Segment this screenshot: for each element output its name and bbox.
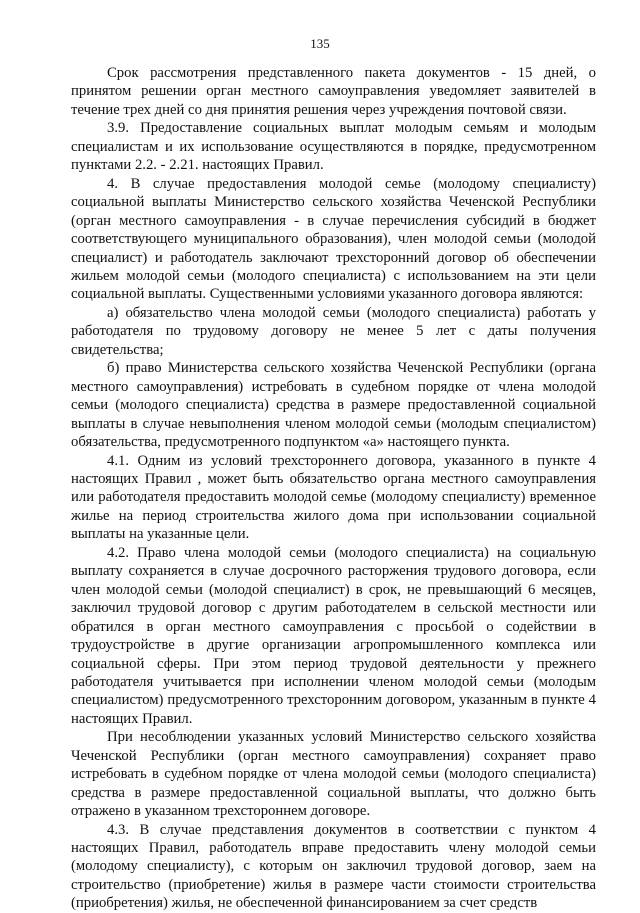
paragraph-3-9: 3.9. Предоставление социальных выплат молодым семьям и молодым специалистам и их использование осуществляются в порядке, предусмотренном пунктами 2.2. - 2.21. настоящих Правил. <box>71 120 596 174</box>
paragraph-4: 4. В случае предоставления молодой семье (молодому специалисту) социальной выплаты Министерство сельского хозяйства Чеченской Республики (орган местного самоуправления - в случае перечисления субсидий в бюджет соответствующего муниципального образования), член молодой семьи (молодой специалист) и работодатель заключают трехсторонний договор об обеспечении жильем молодой семьи (молодого специалиста) с использованием на эти цели социальной выплаты. Существенными условиями указанного договора являются: <box>71 175 596 303</box>
paragraph-non-compliance: При несоблюдении указанных условий Министерство сельского хозяйства Чеченской Республики (орган местного самоуправления) сохраняет право истребовать в судебном порядке от члена молодой семьи (молодого специалиста) средства в размере предоставленной социальной выплаты, что должно быть отражено в указанном трехстороннем договоре. <box>71 729 596 820</box>
paragraph-4-b: б) право Министерства сельского хозяйства Чеченской Республики (органа местного самоуправления) истребовать в судебном порядке от члена молодой семьи (молодого специалиста) средства в размере предоставленной социальной выплаты в случае невыполнения членом молодой семьи (молодым специалистом) обязательства, предусмотренного подпунктом «а» настоящего пункта. <box>71 360 596 451</box>
paragraph-4-a: а) обязательство члена молодой семьи (молодого специалиста) работать у работодателя по трудовому договору не менее 5 лет с даты получения свидетельства; <box>71 304 596 358</box>
paragraph-4-3: 4.3. В случае представления документов в соответствии с пунктом 4 настоящих Правил, работодатель вправе предоставить члену молодой семьи (молодому специалисту), с которым он заключил трудовой договор, заем на строительство (приобретение) жилья в размере части стоимости строительства (приобретения) жилья, не обеспеченной финансированием за счет средств <box>71 821 596 912</box>
paragraph-4-2: 4.2. Право члена молодой семьи (молодого специалиста) на социальную выплату сохраняется в случае досрочного расторжения трудового договора, если член молодой семьи (молодой специалист) в срок, не превышающий 6 месяцев, заключил трудовой договор с другим работодателем в сельской местности или обратился в орган местного самоуправления с просьбой о содействии в трудоустройстве в другие организации агропромышленного комплекса или социальной сферы. При этом период трудовой деятельности у прежнего работодателя учитывается при исполнении членом молодой семьи (молодым специалистом) предусмотренного трехсторонним договором, указанным в пункте 4 настоящих Правил. <box>71 544 596 727</box>
document-body <box>71 64 596 913</box>
page-number: 135 <box>310 36 330 51</box>
paragraph-4-1: 4.1. Одним из условий трехстороннего договора, указанного в пункте 4 настоящих Правил , может быть обязательство органа местного самоуправления или работодателя предоставить молодой семье (молодому специалисту) временное жилье на период строительства жилого дома при использовании социальной выплаты на указанные цели. <box>71 452 596 543</box>
paragraph-review-period: Срок рассмотрения представленного пакета документов - 15 дней, о принятом решении орган местного самоуправления уведомляет заявителей в течение трех дней со дня принятия решения через учреждения почтовой связи. <box>71 65 596 118</box>
